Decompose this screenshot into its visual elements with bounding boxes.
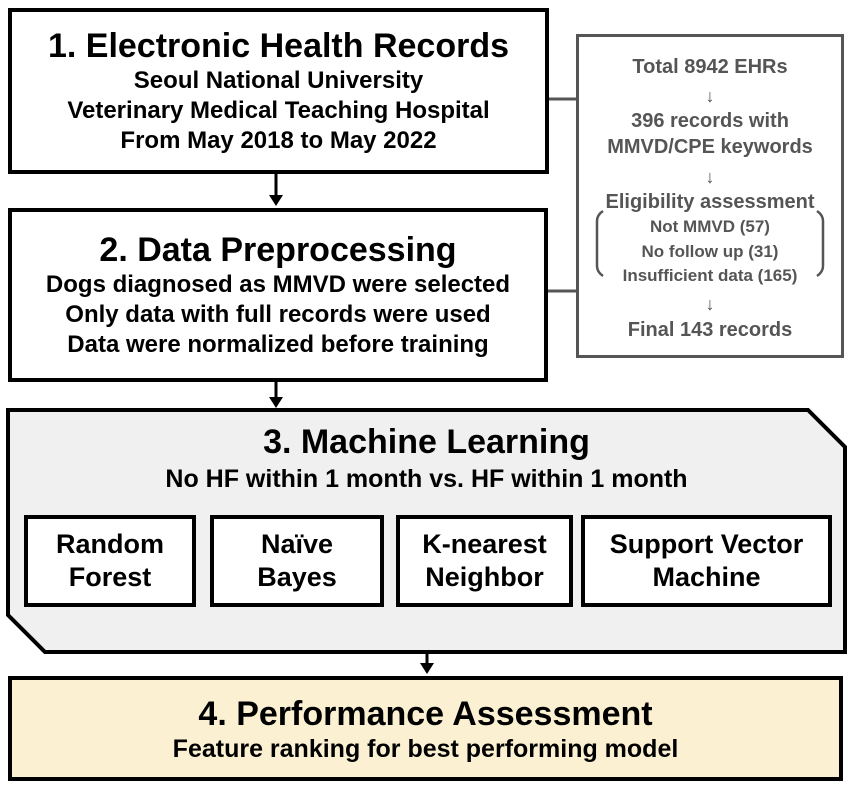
keyword-records-line2: MMVD/CPE keywords: [607, 136, 813, 158]
eligibility-assessment: Eligibility assessment: [605, 191, 815, 213]
down-arrow-icon: ↓: [705, 167, 715, 187]
ehr-line-hospital: Veterinary Medical Teaching Hospital: [67, 97, 490, 124]
preprocessing-line-selection: Dogs diagnosed as MMVD were selected: [45, 271, 511, 298]
algorithm-knn-line1: K-nearest: [422, 529, 547, 559]
ehr-line-institution: Seoul National University: [133, 67, 424, 94]
ehr-line-period: From May 2018 to May 2022: [120, 127, 437, 154]
down-arrow-icon: ↓: [705, 294, 715, 314]
algorithm-naive-bayes-line2: Bayes: [257, 562, 337, 592]
machine-learning-title: 3. Machine Learning: [263, 423, 590, 461]
performance-box: [8, 676, 843, 781]
preprocessing-title: 2. Data Preprocessing: [99, 231, 457, 269]
preprocessing-line-full-records: Only data with full records were used: [65, 301, 491, 328]
algorithm-svm-line1: Support Vector: [609, 529, 804, 559]
algorithm-naive-bayes-line1: Naïve: [260, 529, 334, 559]
algorithm-naive-bayes: [210, 515, 384, 607]
ehr-title: 1. Electronic Health Records: [47, 27, 510, 65]
algorithm-random-forest: [24, 515, 196, 607]
performance-subtitle: Feature ranking for best performing model: [172, 734, 679, 763]
exclusion-no-follow-up: No follow up (31): [641, 242, 779, 261]
machine-learning-subtitle: No HF within 1 month vs. HF within 1 month: [165, 465, 688, 493]
algorithm-random-forest-line2: Forest: [68, 562, 152, 592]
final-records: Final 143 records: [627, 319, 793, 341]
exclusion-insufficient-data: Insufficient data (165): [622, 266, 798, 285]
performance-title: 4. Performance Assessment: [198, 694, 653, 733]
preprocessing-line-normalization: Data were normalized before training: [67, 331, 489, 358]
algorithm-random-forest-line1: Random: [56, 529, 164, 559]
total-records: Total 8942 EHRs: [632, 56, 788, 78]
record-selection-panel: [576, 34, 844, 358]
algorithm-svm: [581, 515, 832, 607]
down-arrow-icon: ↓: [705, 86, 715, 106]
algorithm-svm-line2: Machine: [652, 562, 761, 592]
keyword-records-line1: 396 records with: [631, 110, 789, 132]
algorithm-knn-line2: Neighbor: [425, 562, 544, 592]
machine-learning-header: [8, 422, 845, 496]
exclusion-not-mmvd: Not MMVD (57): [650, 217, 770, 236]
algorithm-knn: [396, 515, 573, 607]
